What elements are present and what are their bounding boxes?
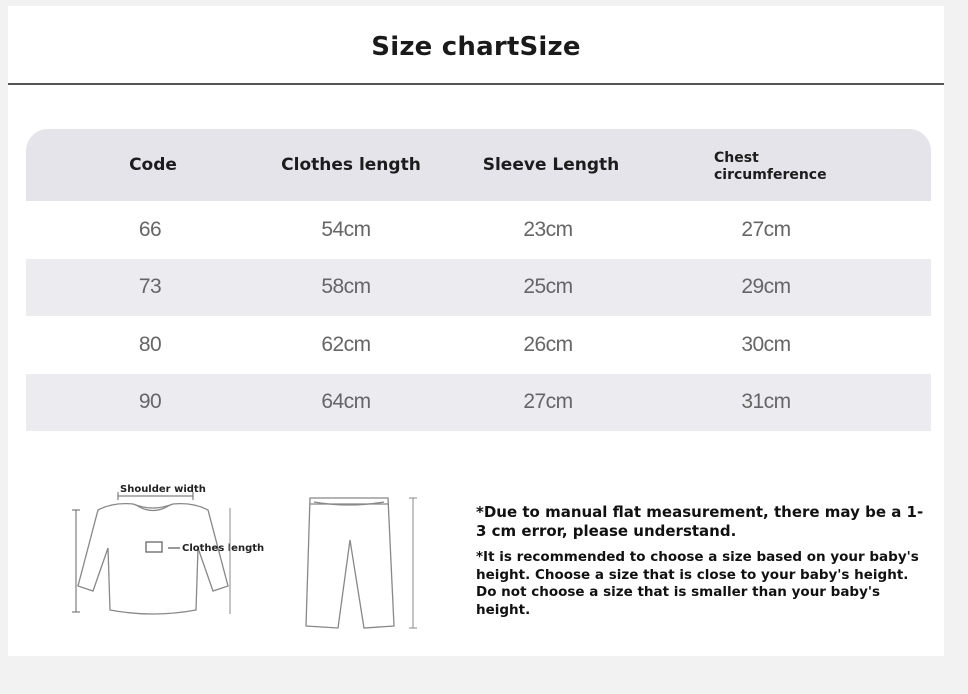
table-header — [26, 129, 931, 201]
cell-chest: 31cm — [741, 390, 791, 414]
cell-code: 90 — [138, 390, 162, 414]
table-row — [26, 259, 931, 317]
cell-clothes-length: 62cm — [321, 332, 371, 356]
size-chart-card — [8, 6, 944, 656]
header-clothes-length: Clothes length — [281, 155, 421, 175]
table-row — [26, 201, 931, 259]
table-row — [26, 374, 931, 432]
cell-chest: 30cm — [741, 332, 791, 356]
shirt-icon — [78, 504, 228, 614]
cell-code: 66 — [138, 217, 162, 241]
page-title: Size chartSize — [371, 32, 581, 62]
size-table — [26, 129, 931, 431]
cell-chest: 27cm — [741, 217, 791, 241]
cell-chest: 29cm — [741, 275, 791, 299]
table-row — [26, 316, 931, 374]
measurement-note: *Due to manual flat measurement, there may be a 1-3 cm error, please understand. — [476, 503, 924, 540]
cell-clothes-length: 54cm — [321, 217, 371, 241]
size-recommendation-note: *It is recommended to choose a size based on your baby's height. Choose a size that is close to your baby's height. Do not choose a size that is smaller than your baby's height. — [476, 549, 919, 618]
cell-clothes-length: 64cm — [321, 390, 371, 414]
header-chest-circumference — [714, 129, 854, 203]
cell-sleeve-length: 26cm — [523, 332, 573, 356]
clothes-length-label: Clothes length — [182, 543, 265, 554]
cell-sleeve-length: 27cm — [523, 390, 573, 414]
cell-clothes-length: 58cm — [321, 275, 371, 299]
cell-sleeve-length: 25cm — [523, 275, 573, 299]
cell-sleeve-length: 23cm — [523, 217, 573, 241]
header-chest-line1: Chest — [714, 150, 759, 166]
notes-block — [476, 503, 926, 619]
cell-code: 80 — [138, 332, 162, 356]
pants-icon — [306, 498, 394, 628]
header-chest-line2: circumference — [714, 167, 827, 183]
measurement-diagram — [58, 478, 458, 638]
header-sleeve-length: Sleeve Length — [482, 155, 620, 175]
cell-code: 73 — [138, 275, 162, 299]
title-divider — [8, 83, 944, 85]
shoulder-width-label: Shoulder width — [120, 484, 206, 495]
header-code: Code — [129, 155, 177, 175]
